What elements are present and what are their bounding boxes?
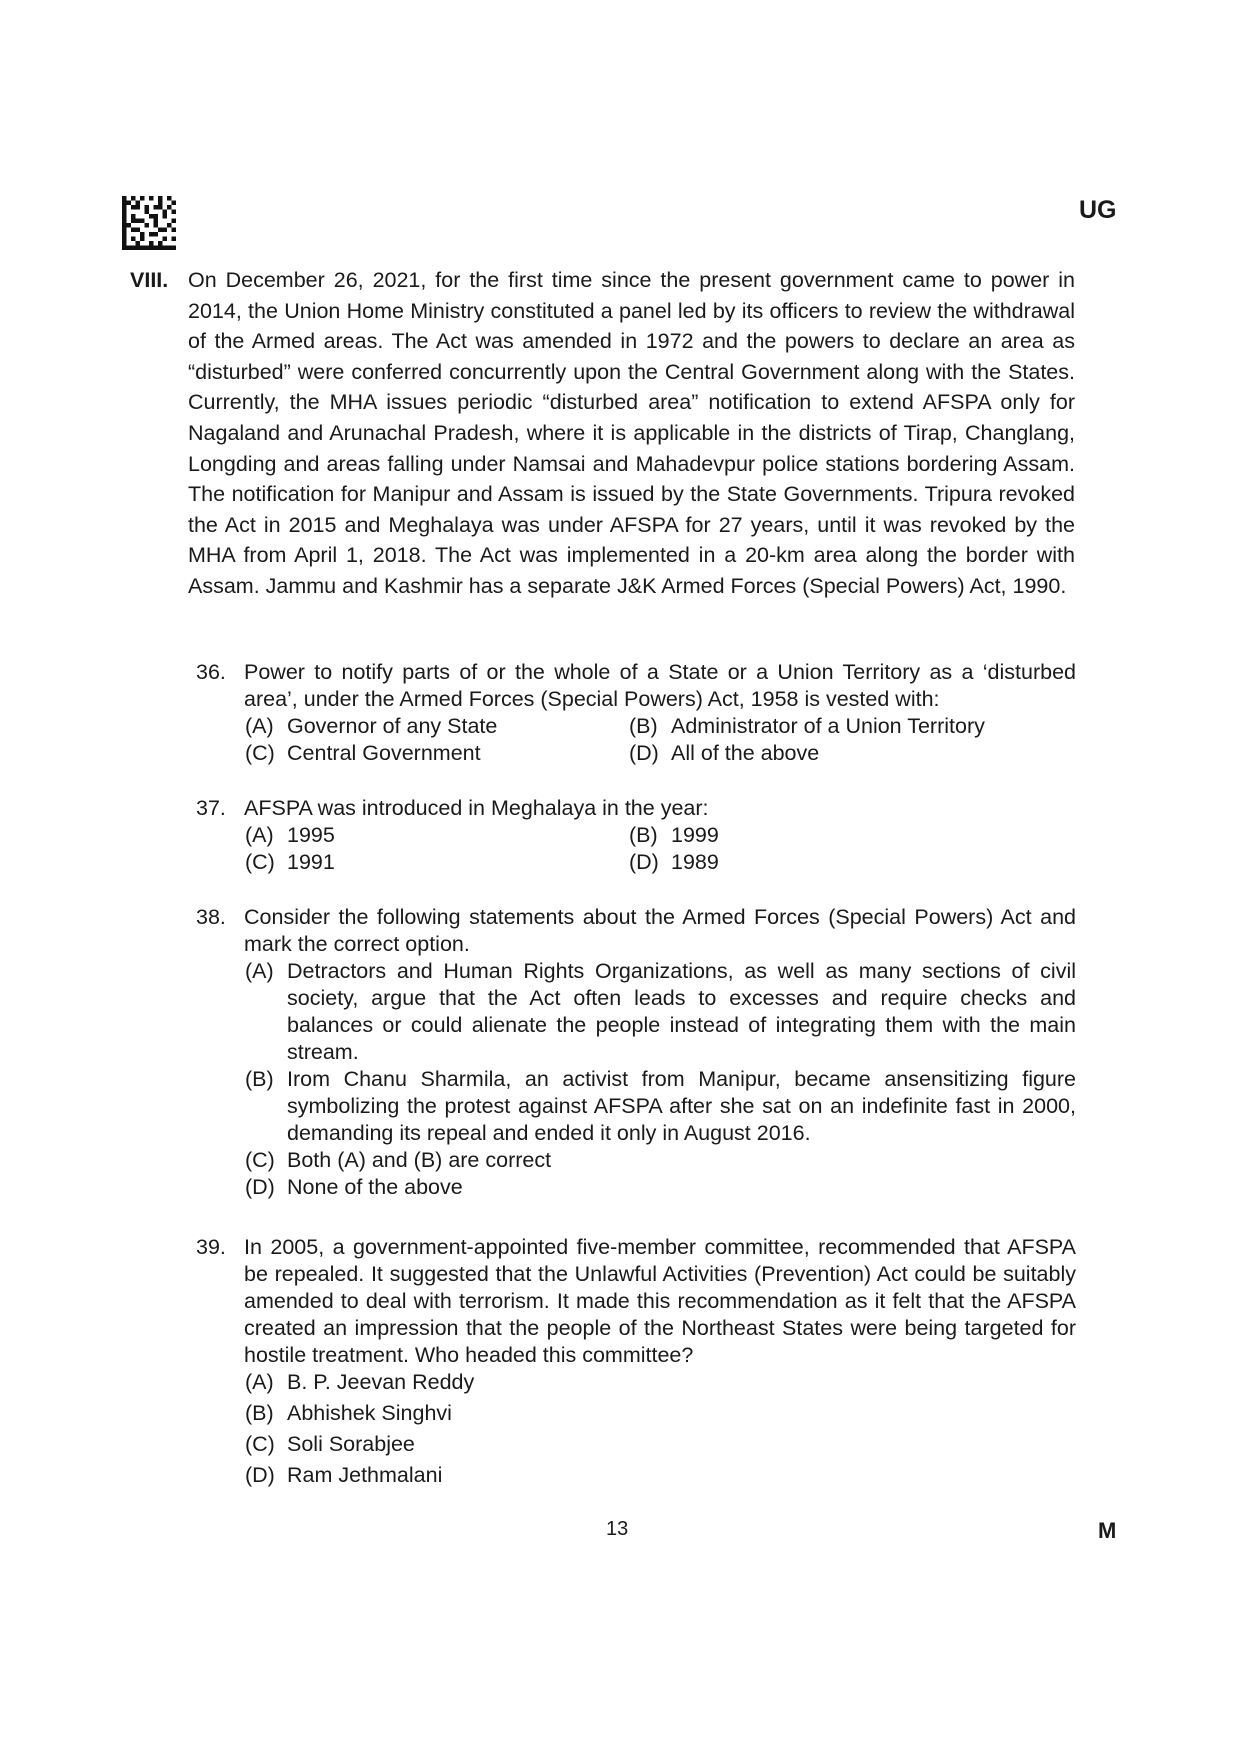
option-text: Central Government bbox=[287, 741, 481, 765]
option-label: (B) bbox=[629, 714, 658, 738]
option-a[interactable] bbox=[245, 822, 629, 849]
passage-text: On December 26, 2021, for the first time since the present government came to power in 2014, the Union Home Ministry constituted a panel led by its officers to review the withdrawal of the Armed areas. The Act was amended in 1972 and the powers to declare an area as “disturbed” were conferred concurrently upon the Central Government along with the States. Currently, the MHA issues periodic “disturbed area” notification to extend AFSPA only for Nagaland and Arunachal Pradesh, where it is applicable in the districts of Tirap, Changlang, Longding and areas falling under Namsai and Mahadevpur police stations bordering Assam. The notification for Manipur and Assam is issued by the State Governments. Tripura revoked the Act in 2015 and Meghalaya was under AFSPA for 27 years, until it was revoked by the MHA from April 1, 2018. The Act was implemented in a 20-km area along the border with Assam. Jammu and Kashmir has a separate J&K Armed Forces (Special Powers) Act, 1990. bbox=[188, 268, 1075, 598]
option-d[interactable] bbox=[629, 849, 989, 876]
option-text: Both (A) and (B) are correct bbox=[287, 1148, 552, 1172]
set-code-footer: M bbox=[1098, 1518, 1117, 1543]
option-label: (A) bbox=[245, 959, 274, 983]
option-label: (C) bbox=[245, 850, 275, 874]
option-text: Detractors and Human Rights Organizations, as well as many sections of civil society, argue that the Act often leads to excesses and require checks and balances or could alienate the people instead of integrating them with the main stream. bbox=[287, 959, 1076, 1064]
option-text: B. P. Jeevan Reddy bbox=[287, 1370, 475, 1394]
option-label: (A) bbox=[245, 714, 274, 738]
option-text: 1995 bbox=[287, 823, 335, 847]
option-label: (C) bbox=[245, 1148, 275, 1172]
option-label: (B) bbox=[245, 1067, 274, 1091]
option-text: None of the above bbox=[287, 1175, 463, 1199]
option-a[interactable] bbox=[245, 1369, 1076, 1396]
option-b[interactable] bbox=[629, 822, 989, 849]
question-stem: AFSPA was introduced in Meghalaya in the year: bbox=[244, 796, 709, 820]
question-39 bbox=[196, 1234, 1076, 1493]
paper-code-header: UG bbox=[1079, 196, 1117, 224]
option-label: (D) bbox=[245, 1463, 275, 1487]
passage-number: VIII. bbox=[130, 268, 169, 292]
question-number: 36. bbox=[196, 660, 226, 684]
option-text: 1991 bbox=[287, 850, 335, 874]
qr-code-icon bbox=[122, 196, 176, 250]
option-d[interactable] bbox=[245, 1462, 1076, 1489]
option-label: (B) bbox=[245, 1401, 274, 1425]
options-grid bbox=[245, 822, 1076, 876]
option-text: Irom Chanu Sharmila, an activist from Manipur, became ansensitizing figure symbolizing the protest against AFSPA after she sat on an indefinite fast in 2000, demanding its repeal and ended it only in August 2016. bbox=[287, 1067, 1076, 1145]
option-b[interactable] bbox=[245, 1400, 1076, 1427]
option-b[interactable] bbox=[629, 713, 989, 740]
option-text: Soli Sorabjee bbox=[287, 1432, 415, 1456]
passage bbox=[130, 265, 1075, 602]
question-37 bbox=[196, 795, 1076, 876]
option-a[interactable] bbox=[245, 713, 629, 740]
question-stem: Consider the following statements about the Armed Forces (Special Powers) Act and mark the correct option. bbox=[244, 905, 1076, 956]
option-label: (A) bbox=[245, 1370, 274, 1394]
option-d[interactable] bbox=[245, 1174, 1076, 1201]
option-text: 1989 bbox=[671, 850, 719, 874]
option-text: All of the above bbox=[671, 741, 820, 765]
option-c[interactable] bbox=[245, 849, 629, 876]
question-number: 38. bbox=[196, 905, 226, 929]
option-label: (C) bbox=[245, 1432, 275, 1456]
option-text: 1999 bbox=[671, 823, 719, 847]
option-label: (B) bbox=[629, 823, 658, 847]
option-b[interactable] bbox=[245, 1066, 1076, 1147]
question-number: 37. bbox=[196, 796, 226, 820]
option-text: Abhishek Singhvi bbox=[287, 1401, 452, 1425]
question-stem: Power to notify parts of or the whole of a State or a Union Territory as a ‘disturbed area’, under the Armed Forces (Special Powers) Act, 1958 is vested with: bbox=[244, 660, 1076, 711]
question-stem: In 2005, a government-appointed five-member committee, recommended that AFSPA be repealed. It suggested that the Unlawful Activities (Prevention) Act could be suitably amended to deal with terrorism. It made this recommendation as it felt that the AFSPA created an impression that the people of the Northeast States were being targeted for hostile treatment. Who headed this committee? bbox=[244, 1235, 1076, 1367]
option-label: (A) bbox=[245, 823, 274, 847]
options-grid bbox=[245, 713, 1076, 767]
question-36 bbox=[196, 659, 1076, 767]
options-list bbox=[245, 958, 1076, 1201]
option-label: (D) bbox=[245, 1175, 275, 1199]
option-c[interactable] bbox=[245, 740, 629, 767]
option-c[interactable] bbox=[245, 1431, 1076, 1458]
option-label: (D) bbox=[629, 741, 659, 765]
option-label: (D) bbox=[629, 850, 659, 874]
option-text: Ram Jethmalani bbox=[287, 1463, 443, 1487]
option-text: Governor of any State bbox=[287, 714, 498, 738]
options-list bbox=[245, 1369, 1076, 1489]
option-c[interactable] bbox=[245, 1147, 1076, 1174]
option-a[interactable] bbox=[245, 958, 1076, 1066]
question-number: 39. bbox=[196, 1235, 226, 1259]
page-number: 13 bbox=[606, 1518, 629, 1540]
option-text: Administrator of a Union Territory bbox=[671, 714, 985, 738]
question-38 bbox=[196, 904, 1076, 1201]
option-d[interactable] bbox=[629, 740, 989, 767]
option-label: (C) bbox=[245, 741, 275, 765]
